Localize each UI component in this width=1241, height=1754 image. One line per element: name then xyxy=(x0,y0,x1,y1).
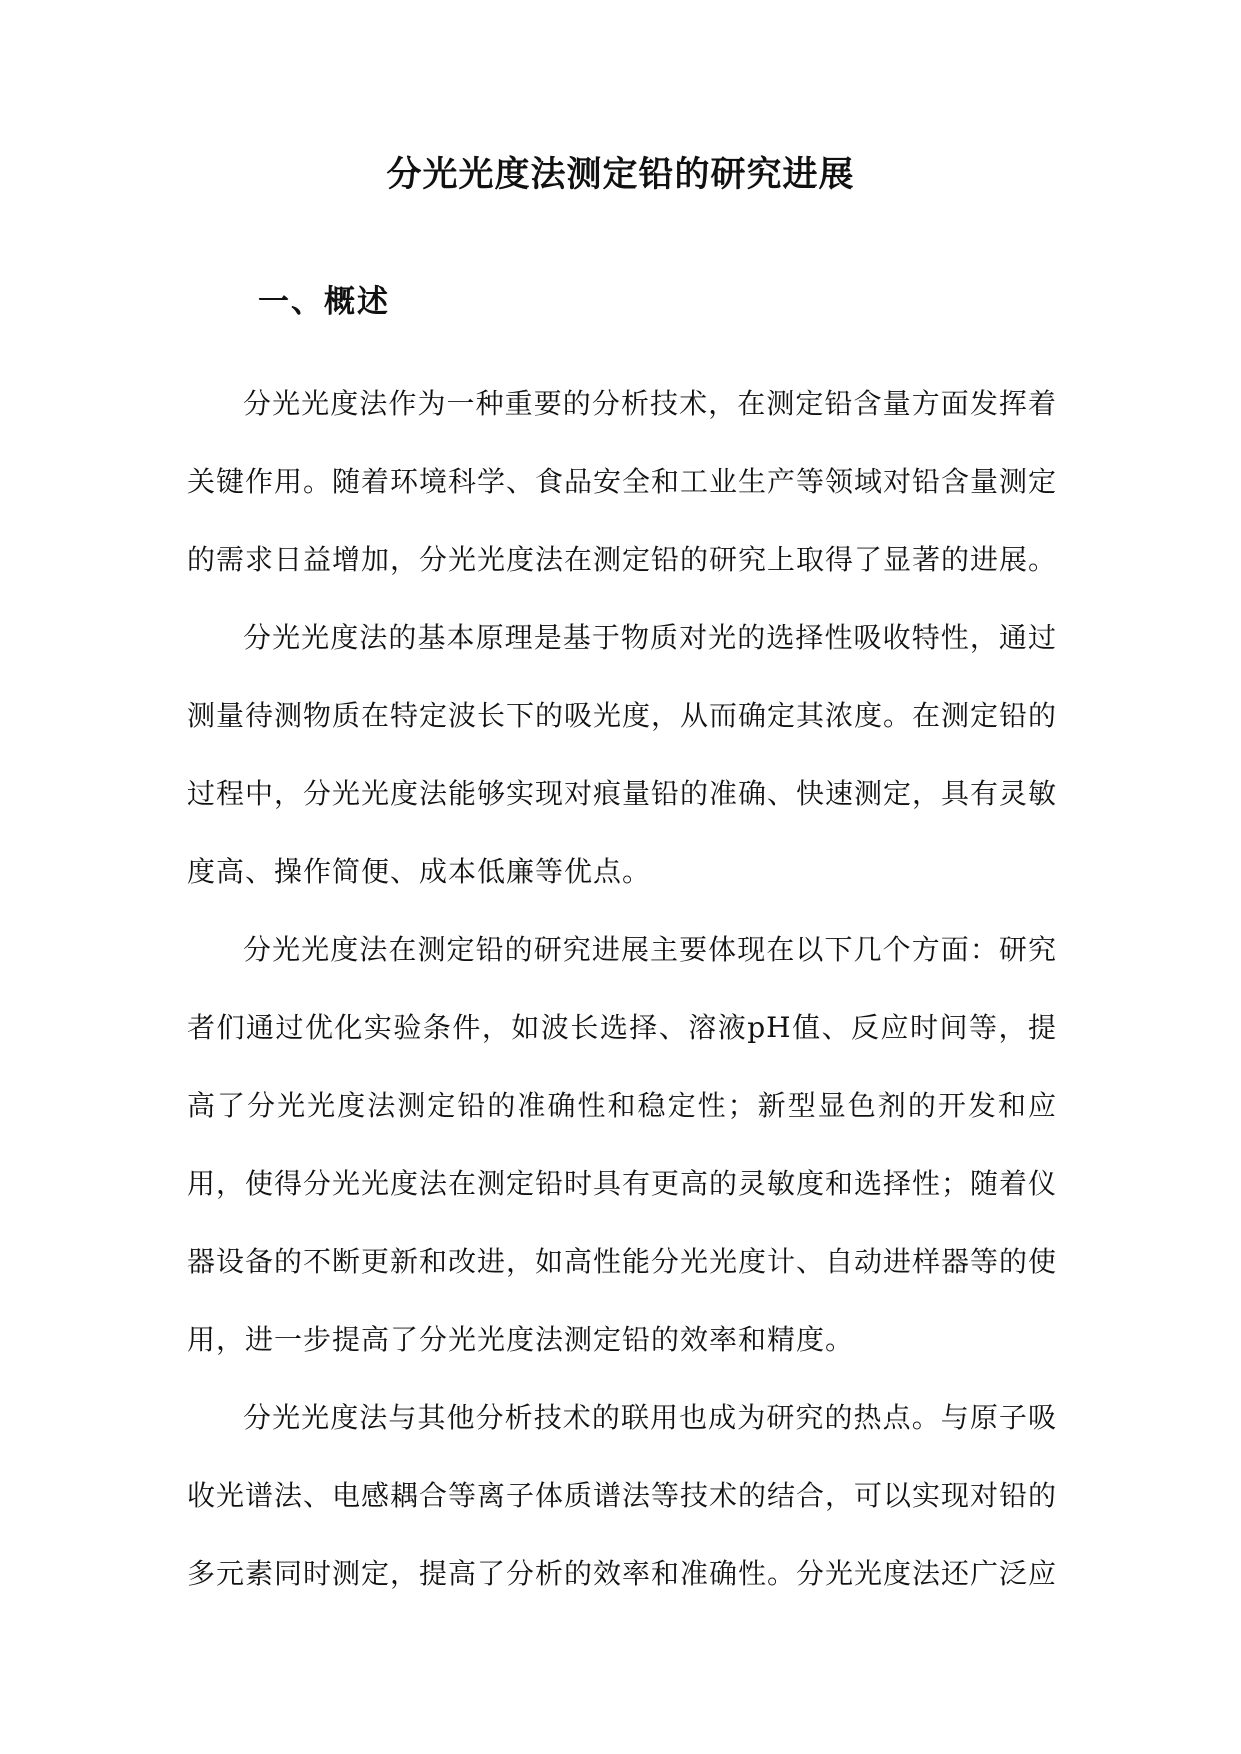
paragraph: 分光光度法的基本原理是基于物质对光的选择性吸收特性，通过测量待测物质在特定波长下的吸光度，从而确定其浓度。在测定铅的过程中，分光光度法能够实现对痕量铅的准确、快速测定，具有灵敏度高、操作简便、成本低廉等优点。 xyxy=(187,621,1058,888)
paragraph: 分光光度法与其他分析技术的联用也成为研究的热点。与原子吸收光谱法、电感耦合等离子体质谱法等技术的结合，可以实现对铅的多元素同时测定，提高了分析的效率和准确性。分光光度法还广泛应 xyxy=(187,1401,1058,1590)
paragraph: 分光光度法在测定铅的研究进展主要体现在以下几个方面：研究者们通过优化实验条件，如波长选择、溶液pH值、反应时间等，提高了分光光度法测定铅的准确性和稳定性；新型显色剂的开发和应用，使得分光光度法在测定铅时具有更高的灵敏度和选择性；随着仪器设备的不断更新和改进，如高性能分光光度计、自动进样器等的使用，进一步提高了分光光度法测定铅的效率和精度。 xyxy=(187,933,1058,1356)
document-title: 分光光度法测定铅的研究进展 xyxy=(386,154,855,195)
paragraph: 分光光度法作为一种重要的分析技术，在测定铅含量方面发挥着关键作用。随着环境科学、食品安全和工业生产等领域对铅含量测定的需求日益增加，分光光度法在测定铅的研究上取得了显著的进展。 xyxy=(187,387,1058,576)
document-body xyxy=(187,365,1057,1613)
section-heading: 一、概述 xyxy=(258,284,390,320)
